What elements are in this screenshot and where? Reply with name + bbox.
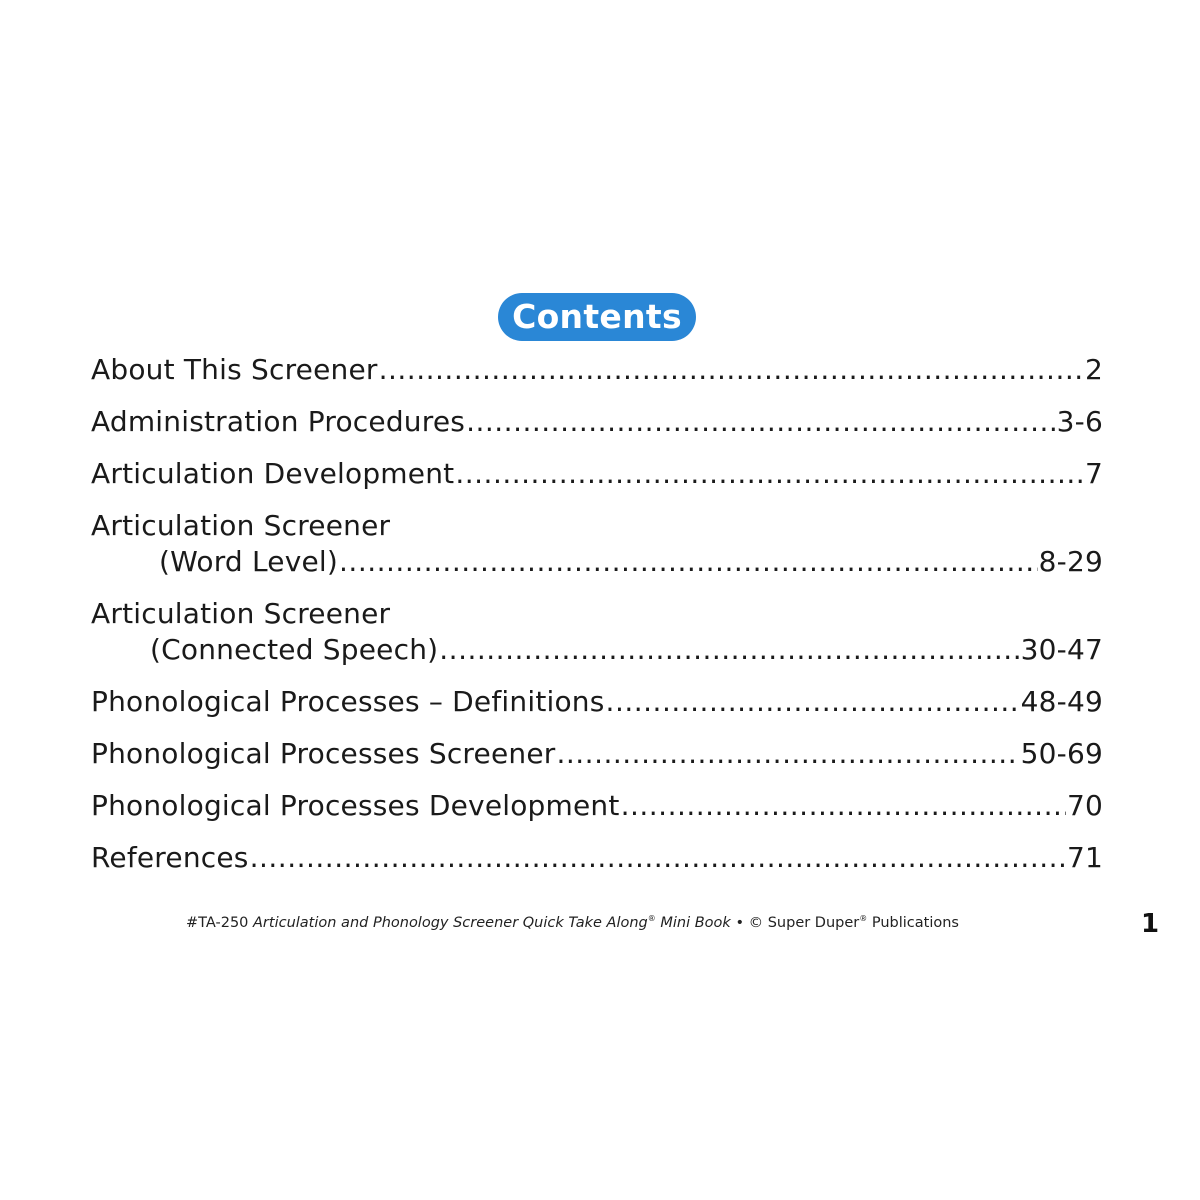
book-title <box>253 915 731 931</box>
leader-dots <box>250 840 1066 876</box>
toc-entry-label: Administration Procedures <box>91 405 466 438</box>
leader-dots <box>466 404 1056 440</box>
toc-entry-label: Phonological Processes – Definitions <box>91 685 605 718</box>
toc-entry-label: Articulation Development <box>91 457 455 490</box>
page-footer <box>186 914 959 931</box>
book-title-suffix: Mini Book <box>660 914 731 931</box>
toc-entry-page: 3-6 <box>1056 405 1103 438</box>
registered-mark: ® <box>859 914 868 923</box>
toc-entry-page: 50-69 <box>1020 737 1103 770</box>
toc-entry <box>91 736 1103 772</box>
leader-dots <box>606 684 1020 720</box>
toc-entry-label: Articulation Screener <box>91 509 391 542</box>
leader-dots <box>556 736 1019 772</box>
toc-entry <box>91 788 1103 824</box>
toc-entry-label: Phonological Processes Development <box>91 789 620 822</box>
toc-entry <box>91 352 1103 388</box>
toc-entry-page: 70 <box>1066 789 1103 822</box>
book-title-text: Articulation and Phonology Screener Quick Take Along <box>253 914 648 931</box>
registered-mark: ® <box>647 914 656 923</box>
toc-entry <box>91 596 1103 668</box>
toc-entry <box>91 404 1103 440</box>
toc-entry-page: 30-47 <box>1020 633 1103 666</box>
leader-dots <box>379 352 1084 388</box>
toc-entry-page: 2 <box>1084 353 1103 386</box>
toc-entry-page: 7 <box>1084 457 1103 490</box>
contents-heading: Contents <box>498 293 696 341</box>
toc-entry-label: Phonological Processes Screener <box>91 737 556 770</box>
toc-entry-page: 8-29 <box>1038 545 1103 578</box>
toc-entry-label: References <box>91 841 249 874</box>
toc-entry-sublabel: (Connected Speech) <box>150 633 439 666</box>
toc-entry <box>91 684 1103 720</box>
toc-entry <box>91 456 1103 492</box>
page-number: 1 <box>1141 909 1160 939</box>
toc-entry-label: Articulation Screener <box>91 597 391 630</box>
toc-entry <box>91 508 1103 580</box>
toc-entry-page: 71 <box>1066 841 1103 874</box>
leader-dots <box>439 632 1019 668</box>
publisher-name: Publications <box>871 914 959 931</box>
table-of-contents <box>91 352 1103 892</box>
leader-dots <box>455 456 1084 492</box>
leader-dots <box>621 788 1066 824</box>
leader-dots <box>339 544 1038 580</box>
bullet-separator: • <box>735 914 744 931</box>
toc-entry-page: 48-49 <box>1020 685 1103 718</box>
product-code: #TA-250 <box>186 914 249 931</box>
toc-entry <box>91 840 1103 876</box>
toc-entry-label: About This Screener <box>91 353 378 386</box>
toc-entry-sublabel: (Word Level) <box>159 545 339 578</box>
copyright-text: © Super Duper <box>748 914 860 931</box>
